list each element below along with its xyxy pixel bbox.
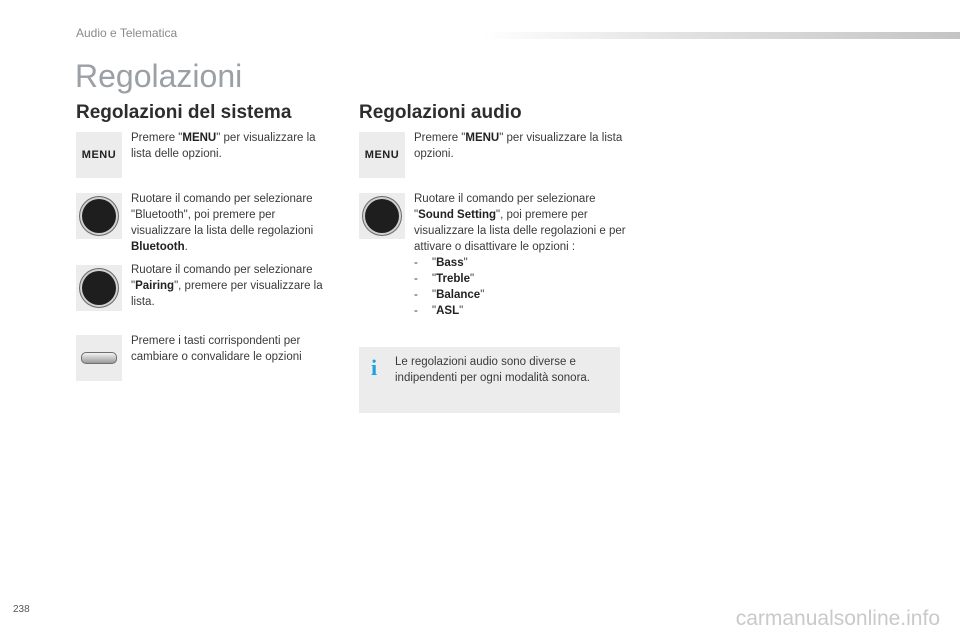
section-title-system: Regolazioni del sistema [76,102,292,123]
info-icon: i [371,355,378,380]
list-item: - " Balance " [414,289,485,301]
header-section-label: Audio e Telematica [76,26,178,40]
page-title: Regolazioni [75,58,243,94]
menu-button-icon [359,132,405,178]
rotary-knob-icon [76,265,122,311]
rotary-knob-icon [76,193,122,239]
section-title-audio: Regolazioni audio [359,102,522,123]
menu-button-icon [76,132,122,178]
menu-key-label: MENU [364,149,400,161]
list-item: - " Treble " [414,273,475,285]
audio-step-sound-setting: Ruotare il comando per selezionare "Sound Setting", poi premere per visualizzare la lista delle regolazioni e per attivare o disattivare le opzioni : - " Bass " - " Treble " - " Balance " - " ASL " [414,193,626,317]
menu-key-label: MENU [81,149,117,161]
system-step-bluetooth: Ruotare il comando per selezionare "Bluetooth", poi premere per visualizzare la lista delle regolazioni Bluetooth. [131,193,314,253]
info-box [359,347,620,413]
audio-step-menu: Premere "MENU" per visualizzare la lista opzioni. [414,132,623,160]
system-step-pairing: Ruotare il comando per selezionare "Pairing", premere per visualizzare la lista. [131,264,323,308]
rocker-button-icon [76,335,122,381]
audio-options-list [414,255,626,319]
list-item: - " Bass " [414,257,468,269]
watermark: carmanualsonline.info [735,607,940,630]
system-step-keys: Premere i tasti corrispondenti per cambiare o convalidare le opzioni [131,335,302,363]
system-step-menu: Premere "MENU" per visualizzare la lista delle opzioni. [131,132,316,160]
page-number: 238 [13,604,30,615]
list-item: - " ASL " [414,305,464,317]
info-text: Le regolazioni audio sono diverse e indipendenti per ogni modalità sonora. [395,356,590,384]
rotary-knob-icon [359,193,405,239]
header-bar [480,32,960,39]
